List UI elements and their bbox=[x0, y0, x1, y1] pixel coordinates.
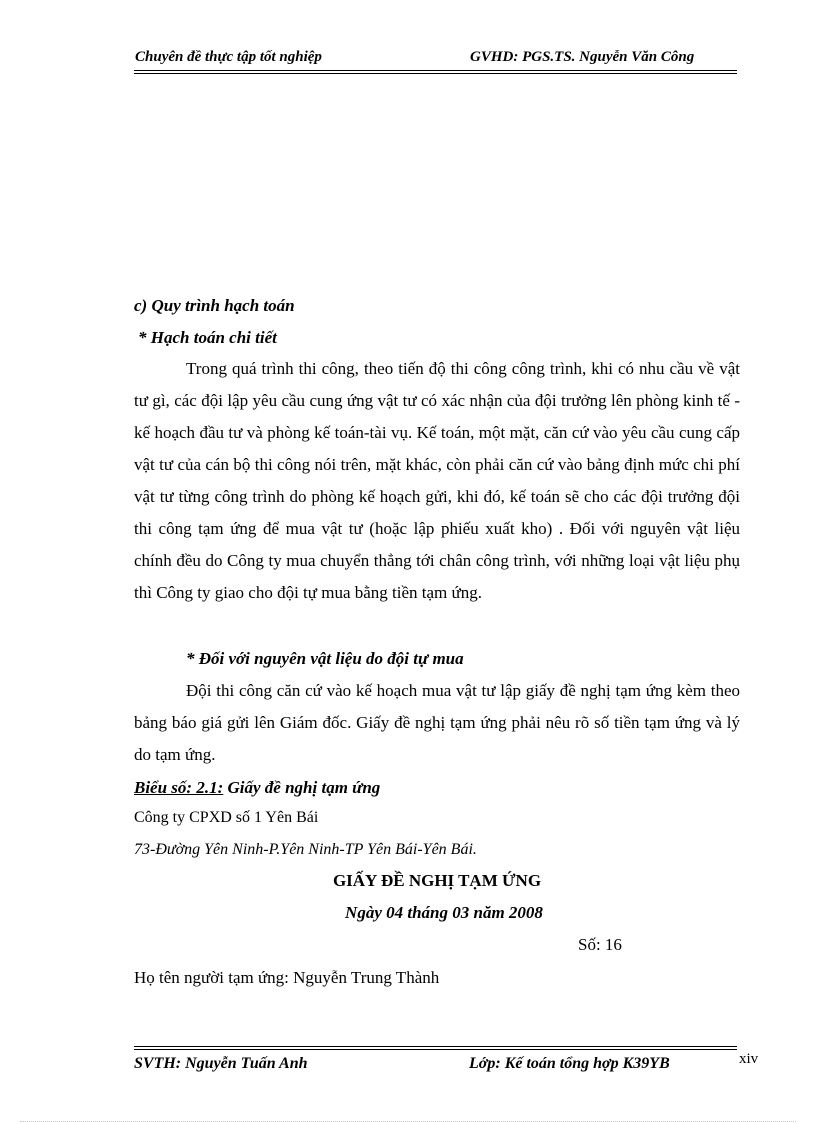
header-right: GVHD: PGS.TS. Nguyễn Văn Công bbox=[470, 49, 695, 65]
page-bottom-border bbox=[20, 1121, 796, 1122]
header-rule-1 bbox=[134, 70, 737, 71]
section-subheading-2: * Đối với nguyên vật liệu do đội tự mua bbox=[186, 649, 464, 668]
form-title: GIẤY ĐỀ NGHỊ TẠM ỨNG bbox=[332, 871, 542, 890]
form-number: Số: 16 bbox=[578, 935, 622, 954]
footer-left: SVTH: Nguyễn Tuấn Anh bbox=[134, 1055, 308, 1072]
footer-right: Lớp: Kế toán tổng hợp K39YB bbox=[469, 1055, 670, 1072]
applicant-name: Họ tên người tạm ứng: Nguyễn Trung Thành bbox=[134, 968, 440, 987]
footer-rule-2 bbox=[134, 1049, 737, 1050]
paragraph-1: Trong quá trình thi công, theo tiến độ thi công công trình, khi có nhu cầu về vật tư gì, các đội lập yêu cầu cung ứng vật tư có xác nhận của đội trưởng lên phòng kinh tế - kế hoạch đầu tư và phòng kế toán-tài vụ. Kế toán, một mặt, căn cứ vào yêu cầu cung cấp vật tư của cán bộ thi công nói trên, mặt khác, còn phải căn cứ vào bảng định mức chi phí vật tư từng công trình do phòng kế hoạch gửi, khi đó, kế toán sẽ cho các đội trưởng đội thi công tạm ứng để mua vật tư (hoặc lập phiếu xuất kho) . Đối với nguyên vật liệu chính đều do Công ty mua chuyển thẳng tới chân công trình, với những loại vật liệu phụ thì Công ty giao cho đội tự mua bằng tiền tạm ứng. bbox=[134, 359, 740, 602]
form-date: Ngày 04 tháng 03 năm 2008 bbox=[345, 903, 543, 922]
section-heading: c) Quy trình hạch toán bbox=[134, 296, 295, 315]
page-number: xiv bbox=[739, 1051, 759, 1067]
form-label-prefix: Biểu số: 2.1: bbox=[134, 778, 224, 797]
footer-rule-1 bbox=[134, 1046, 737, 1047]
form-label-suffix: Giấy đề nghị tạm ứng bbox=[223, 778, 381, 797]
header-left: Chuyên đề thực tập tốt nghiệp bbox=[135, 49, 322, 65]
paragraph-2: Đội thi công căn cứ vào kế hoạch mua vật tư lập giấy đề nghị tạm ứng kèm theo bảng báo giá gửi lên Giám đốc. Giấy đề nghị tạm ứng phải nêu rõ số tiền tạm ứng và lý do tạm ứng. bbox=[134, 681, 740, 764]
header-rule-2 bbox=[134, 73, 737, 74]
form-label bbox=[134, 772, 380, 804]
company-address: 73-Đường Yên Ninh-P.Yên Ninh-TP Yên Bái-Yên Bái. bbox=[134, 841, 477, 858]
company-name: Công ty CPXD số 1 Yên Bái bbox=[134, 809, 319, 826]
section-subheading: * Hạch toán chi tiết bbox=[138, 328, 277, 347]
